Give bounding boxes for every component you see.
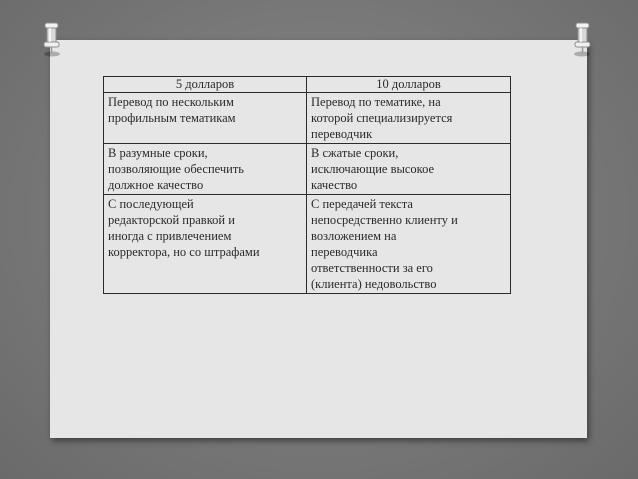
table-cell (307, 144, 511, 195)
table-cell (104, 93, 307, 144)
cell-text: Перевод по тематике, на которой специализируется переводчик (311, 95, 453, 141)
table-cell (307, 93, 511, 144)
pushpin-icon (570, 21, 596, 57)
cell-text: С последующей редакторской правкой и иногда с привлечением корректора, но со штрафами (108, 197, 260, 259)
table-row (104, 195, 511, 294)
cell-text: В сжатые сроки, исключающие высокое качество (311, 146, 435, 192)
table-cell (104, 144, 307, 195)
table-row (104, 93, 511, 144)
table-cell (104, 195, 307, 294)
cell-text: В разумные сроки, позволяющие обеспечить должное качество (108, 146, 245, 192)
cell-text: Перевод по нескольким профильным тематикам (108, 95, 236, 125)
price-comparison-table (103, 76, 511, 294)
column-header-10-dollars: 10 долларов (307, 77, 511, 93)
table-row (104, 144, 511, 195)
column-header-5-dollars: 5 долларов (104, 77, 307, 93)
table-cell (307, 195, 511, 294)
cell-text: С передачей текста непосредственно клиенту и возложением на переводчика ответственности за его (клиента) недовольство (311, 197, 458, 291)
table-header-row (104, 77, 511, 93)
pushpin-icon (38, 21, 64, 57)
